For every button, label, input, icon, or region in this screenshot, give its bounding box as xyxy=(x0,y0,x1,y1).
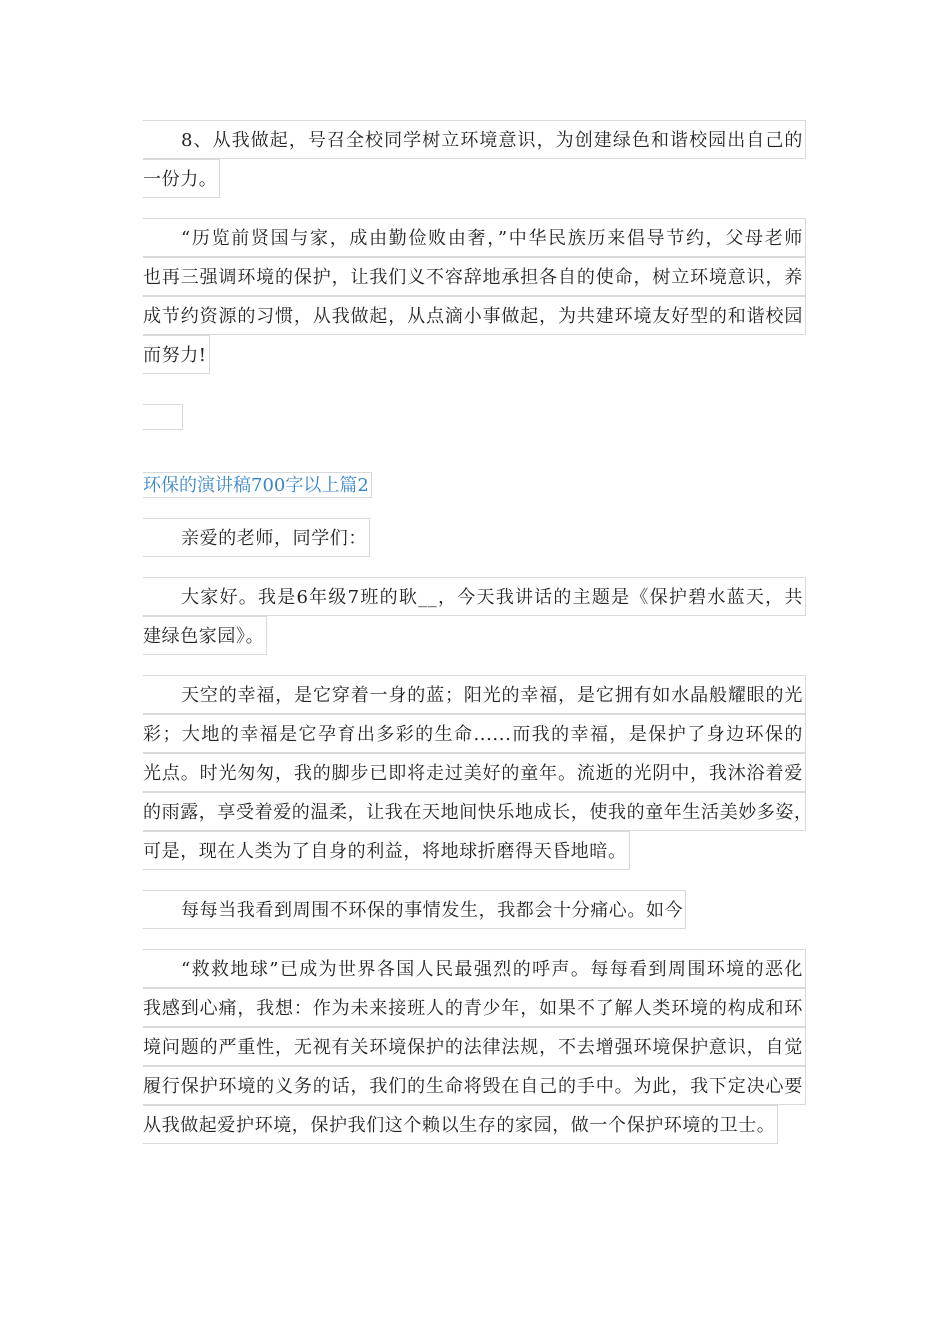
line-text: 的雨露，享受着爱的温柔，让我在天地间快乐地成长，使我的童年生活美妙多姿， xyxy=(143,792,806,831)
text-line xyxy=(143,675,808,714)
line-text: 成节约资源的习惯，从我做起，从点滴小事做起，为共建环境友好型的和谐校园 xyxy=(143,296,806,335)
line-text: 每每当我看到周围不环保的事情发生，我都会十分痛心。如今 xyxy=(143,890,686,929)
paragraph-thrift xyxy=(143,218,808,374)
text-line xyxy=(143,335,808,374)
paragraph-intro xyxy=(143,577,808,655)
text-line xyxy=(143,296,808,335)
line-text: 天空的幸福，是它穿着一身的蓝；阳光的幸福，是它拥有如水晶般耀眼的光 xyxy=(143,675,806,714)
line-text: 光点。时光匆匆，我的脚步已即将走过美好的童年。流逝的光阴中，我沐浴着爱 xyxy=(143,753,806,792)
text-line xyxy=(143,1066,808,1105)
paragraph-happiness xyxy=(143,675,813,870)
line-text: 亲爱的老师，同学们： xyxy=(143,518,370,557)
paragraph-heartache xyxy=(143,890,808,929)
section-heading-wrapper xyxy=(143,472,808,498)
paragraph-greeting xyxy=(143,518,808,557)
line-text: 彩；大地的幸福是它孕育出多彩的生命......而我的幸福，是保护了身边环保的 xyxy=(143,714,806,753)
line-text: 从我做起爱护环境，保护我们这个赖以生存的家园，做一个保护环境的卫士。 xyxy=(143,1105,778,1144)
text-line xyxy=(143,577,808,616)
text-line xyxy=(143,518,808,557)
text-line xyxy=(143,218,808,257)
text-line xyxy=(143,257,808,296)
line-text: 一份力。 xyxy=(143,159,220,198)
text-line xyxy=(143,949,808,988)
text-line xyxy=(143,792,813,831)
text-line xyxy=(143,1105,808,1144)
document-page xyxy=(143,120,813,1144)
line-text: 可是，现在人类为了自身的利益，将地球折磨得天昏地暗。 xyxy=(143,831,630,870)
line-text: 境问题的严重性，无视有关环境保护的法律法规，不去增强环境保护意识，自觉 xyxy=(143,1027,806,1066)
text-line xyxy=(143,890,808,929)
paragraph-save-earth xyxy=(143,949,808,1144)
line-text: 8、从我做起，号召全校同学树立环境意识，为创建绿色和谐校园出自己的 xyxy=(143,120,806,159)
section-heading: 环保的演讲稿700字以上篇2 xyxy=(143,472,372,498)
empty-paragraph-box xyxy=(143,404,183,430)
text-line xyxy=(143,988,808,1027)
text-line xyxy=(143,753,808,792)
line-text: 大家好。我是6年级7班的耿__，今天我讲话的主题是《保护碧水蓝天，共 xyxy=(143,577,806,616)
text-line xyxy=(143,159,808,198)
text-line xyxy=(143,120,808,159)
line-text: “历览前贤国与家，成由勤俭败由奢，”中华民族历来倡导节约，父母老师 xyxy=(143,218,806,257)
line-text: 而努力! xyxy=(143,335,210,374)
text-line xyxy=(143,616,808,655)
line-text: 建绿色家园》。 xyxy=(143,616,267,655)
line-text: 履行保护环境的义务的话，我们的生命将毁在自己的手中。为此，我下定决心要 xyxy=(143,1066,806,1105)
line-text: 也再三强调环境的保护，让我们义不容辞地承担各自的使命，树立环境意识，养 xyxy=(143,257,806,296)
text-line xyxy=(143,1027,808,1066)
paragraph-item-8 xyxy=(143,120,808,198)
text-line xyxy=(143,831,808,870)
line-text: “救救地球”已成为世界各国人民最强烈的呼声。每每看到周围环境的恶化 xyxy=(143,949,806,988)
text-line xyxy=(143,714,808,753)
line-text: 我感到心痛，我想：作为未来接班人的青少年，如果不了解人类环境的构成和环 xyxy=(143,988,806,1027)
